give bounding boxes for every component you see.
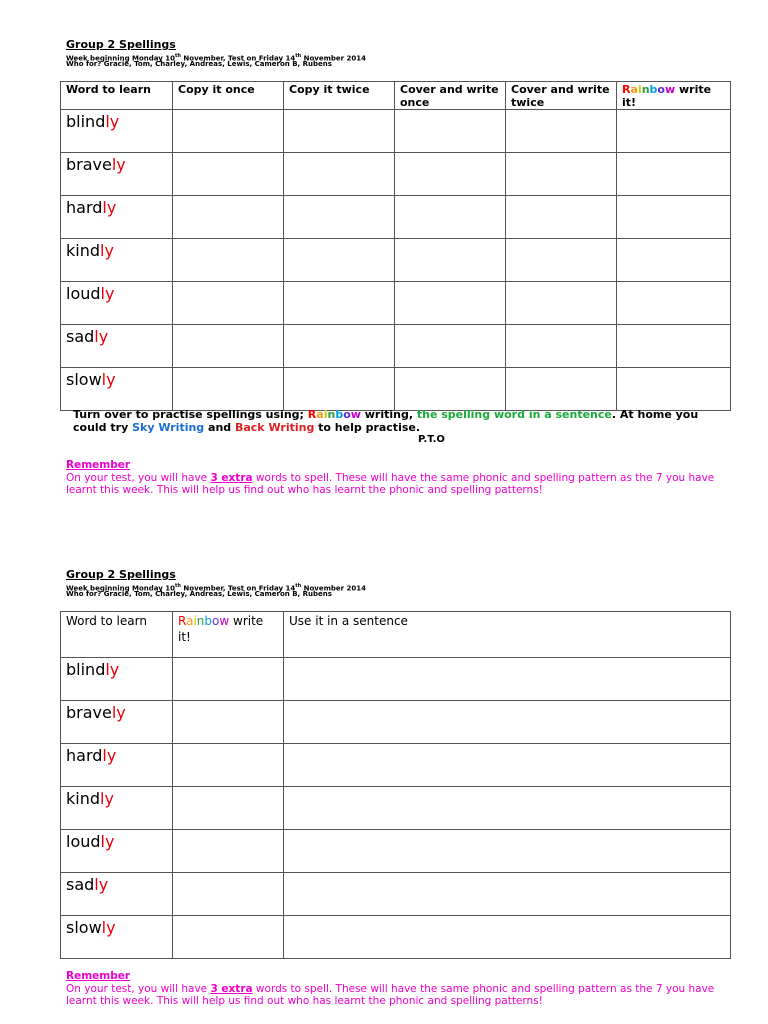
header-word-to-learn: Word to learn	[61, 82, 173, 110]
word-suffix: ly	[94, 327, 109, 346]
writing-cell[interactable]	[284, 916, 731, 959]
word-suffix: ly	[105, 112, 120, 131]
header-rainbow-write: Rainbow write it!	[173, 612, 284, 658]
spelling-word	[61, 830, 173, 873]
sheet-title: Group 2 Spellings	[66, 38, 176, 51]
writing-cell[interactable]	[617, 110, 731, 153]
table-row	[61, 282, 731, 325]
sky-writing: Sky Writing	[132, 421, 205, 434]
writing-cell[interactable]	[173, 787, 284, 830]
table-row	[61, 153, 731, 196]
table-row	[61, 239, 731, 282]
week-line: Week beginning Monday 10th November, Test on Friday 14th November 2014	[66, 53, 367, 63]
word-suffix: ly	[101, 370, 116, 389]
word-stem: sad	[66, 327, 95, 346]
writing-cell[interactable]	[173, 196, 284, 239]
writing-cell[interactable]	[506, 325, 617, 368]
spelling-word	[61, 368, 173, 411]
header-word-to-learn: Word to learn	[61, 612, 173, 658]
word-stem: hard	[66, 746, 103, 765]
word-suffix: ly	[100, 832, 115, 851]
spelling-word	[61, 916, 173, 959]
writing-cell[interactable]	[395, 110, 506, 153]
spelling-word	[61, 787, 173, 830]
word-suffix: ly	[100, 789, 114, 808]
word-suffix: ly	[111, 703, 126, 722]
writing-cell[interactable]	[284, 239, 395, 282]
header-copy-once: Copy it once	[173, 82, 284, 110]
table-row	[61, 873, 731, 916]
remember-note	[66, 970, 726, 1008]
spelling-word	[61, 701, 173, 744]
spelling-word	[61, 110, 173, 153]
table-row	[61, 830, 731, 873]
week-line: Week beginning Monday 10th November, Test on Friday 14th November 2014	[66, 583, 367, 593]
writing-cell[interactable]	[284, 325, 395, 368]
writing-cell[interactable]	[506, 368, 617, 411]
header-cover-write-twice: Cover and write twice	[506, 82, 617, 110]
word-stem: kind	[66, 241, 101, 260]
word-stem: brave	[66, 155, 112, 174]
writing-cell[interactable]	[617, 282, 731, 325]
table-row	[61, 368, 731, 411]
writing-cell[interactable]	[395, 153, 506, 196]
word-stem: brave	[66, 703, 112, 722]
writing-cell[interactable]	[395, 282, 506, 325]
word-suffix: ly	[101, 918, 116, 937]
word-stem: sad	[66, 875, 95, 894]
table-row	[61, 325, 731, 368]
writing-cell[interactable]	[284, 744, 731, 787]
writing-cell[interactable]	[284, 787, 731, 830]
writing-cell[interactable]	[284, 153, 395, 196]
writing-cell[interactable]	[173, 239, 284, 282]
word-stem: slow	[66, 918, 102, 937]
writing-cell[interactable]	[617, 196, 731, 239]
pto-label: P.T.O	[418, 434, 445, 445]
writing-cell[interactable]	[173, 658, 284, 701]
writing-cell[interactable]	[173, 873, 284, 916]
word-stem: kind	[66, 789, 101, 808]
writing-cell[interactable]	[395, 239, 506, 282]
writing-cell[interactable]	[617, 239, 731, 282]
header-cover-write-once: Cover and write once	[395, 82, 506, 110]
who-for-line: Who for? Gracie, Tom, Charley, Andreas, Lewis, Cameron B, Rubens	[66, 60, 332, 68]
rainbow-word: Rainbow	[622, 83, 676, 96]
writing-cell[interactable]	[173, 744, 284, 787]
header-copy-twice: Copy it twice	[284, 82, 395, 110]
word-stem: blind	[66, 660, 106, 679]
practice-instructions: Turn over to practise spellings using; Rainbow writing, the spelling word in a sentence. At home you could try Sky Writing and Back Writing to help practise.	[73, 408, 699, 434]
spelling-word	[61, 325, 173, 368]
table-row	[61, 744, 731, 787]
spelling-practice-table	[60, 81, 731, 411]
remember-note	[66, 459, 726, 497]
writing-cell[interactable]	[173, 153, 284, 196]
spelling-word	[61, 153, 173, 196]
writing-cell[interactable]	[617, 153, 731, 196]
word-suffix: ly	[100, 241, 114, 260]
writing-cell[interactable]	[284, 873, 731, 916]
writing-cell[interactable]	[173, 830, 284, 873]
writing-cell[interactable]	[506, 239, 617, 282]
writing-cell[interactable]	[506, 282, 617, 325]
writing-cell[interactable]	[284, 368, 395, 411]
word-stem: blind	[66, 112, 106, 131]
remember-text: On your test, you will have 3 extra words to spell. These will have the same phonic and spelling pattern as the 7 you have learnt this week. This will help us find out who has learnt the phonic and spelling patterns!	[66, 982, 715, 1007]
word-suffix: ly	[100, 284, 115, 303]
table-header-row	[61, 82, 731, 110]
word-stem: slow	[66, 370, 102, 389]
word-stem: loud	[66, 832, 101, 851]
who-for-line: Who for? Gracie, Tom, Charley, Andreas, Lewis, Cameron B, Rubens	[66, 590, 332, 598]
spelling-word	[61, 196, 173, 239]
writing-cell[interactable]	[506, 110, 617, 153]
rainbow-word: Rainbow	[178, 614, 230, 628]
header-use-in-sentence: Use it in a sentence	[284, 612, 731, 658]
writing-cell[interactable]	[284, 196, 395, 239]
remember-title: Remember	[66, 459, 131, 471]
header-rainbow-write: Rainbow write it!	[617, 82, 731, 110]
word-stem: hard	[66, 198, 103, 217]
writing-cell[interactable]	[284, 110, 395, 153]
remember-text: On your test, you will have 3 extra words to spell. These will have the same phonic and spelling pattern as the 7 you have learnt this week. This will help us find out who has learnt the phonic and spelling patterns!	[66, 471, 715, 496]
sentence-phrase: the spelling word in a sentence	[416, 408, 612, 421]
writing-cell[interactable]	[284, 282, 395, 325]
table-row	[61, 787, 731, 830]
writing-cell[interactable]	[506, 153, 617, 196]
word-suffix: ly	[111, 155, 126, 174]
writing-cell[interactable]	[173, 282, 284, 325]
writing-cell[interactable]	[284, 658, 731, 701]
word-suffix: ly	[105, 660, 120, 679]
writing-cell[interactable]	[395, 196, 506, 239]
writing-cell[interactable]	[173, 701, 284, 744]
spelling-word	[61, 873, 173, 916]
writing-cell[interactable]	[173, 110, 284, 153]
table-row	[61, 658, 731, 701]
table-row	[61, 196, 731, 239]
back-writing: Back Writing	[234, 421, 315, 434]
table-row	[61, 916, 731, 959]
spelling-word	[61, 744, 173, 787]
writing-cell[interactable]	[506, 196, 617, 239]
writing-cell[interactable]	[395, 368, 506, 411]
spelling-word	[61, 282, 173, 325]
rainbow-word: Rainbow	[307, 408, 361, 421]
word-suffix: ly	[102, 746, 117, 765]
writing-cell[interactable]	[617, 368, 731, 411]
table-row	[61, 110, 731, 153]
sheet-title: Group 2 Spellings	[66, 568, 176, 581]
word-suffix: ly	[94, 875, 109, 894]
remember-title: Remember	[66, 970, 131, 982]
writing-cell[interactable]	[173, 916, 284, 959]
writing-cell[interactable]	[173, 325, 284, 368]
writing-cell[interactable]	[284, 701, 731, 744]
word-suffix: ly	[102, 198, 117, 217]
writing-cell[interactable]	[284, 830, 731, 873]
table-header-row	[61, 612, 731, 658]
table-row	[61, 701, 731, 744]
spelling-word	[61, 239, 173, 282]
writing-cell[interactable]	[173, 368, 284, 411]
sentence-practice-table	[60, 611, 731, 959]
writing-cell[interactable]	[617, 325, 731, 368]
word-stem: loud	[66, 284, 101, 303]
writing-cell[interactable]	[395, 325, 506, 368]
spelling-word	[61, 658, 173, 701]
